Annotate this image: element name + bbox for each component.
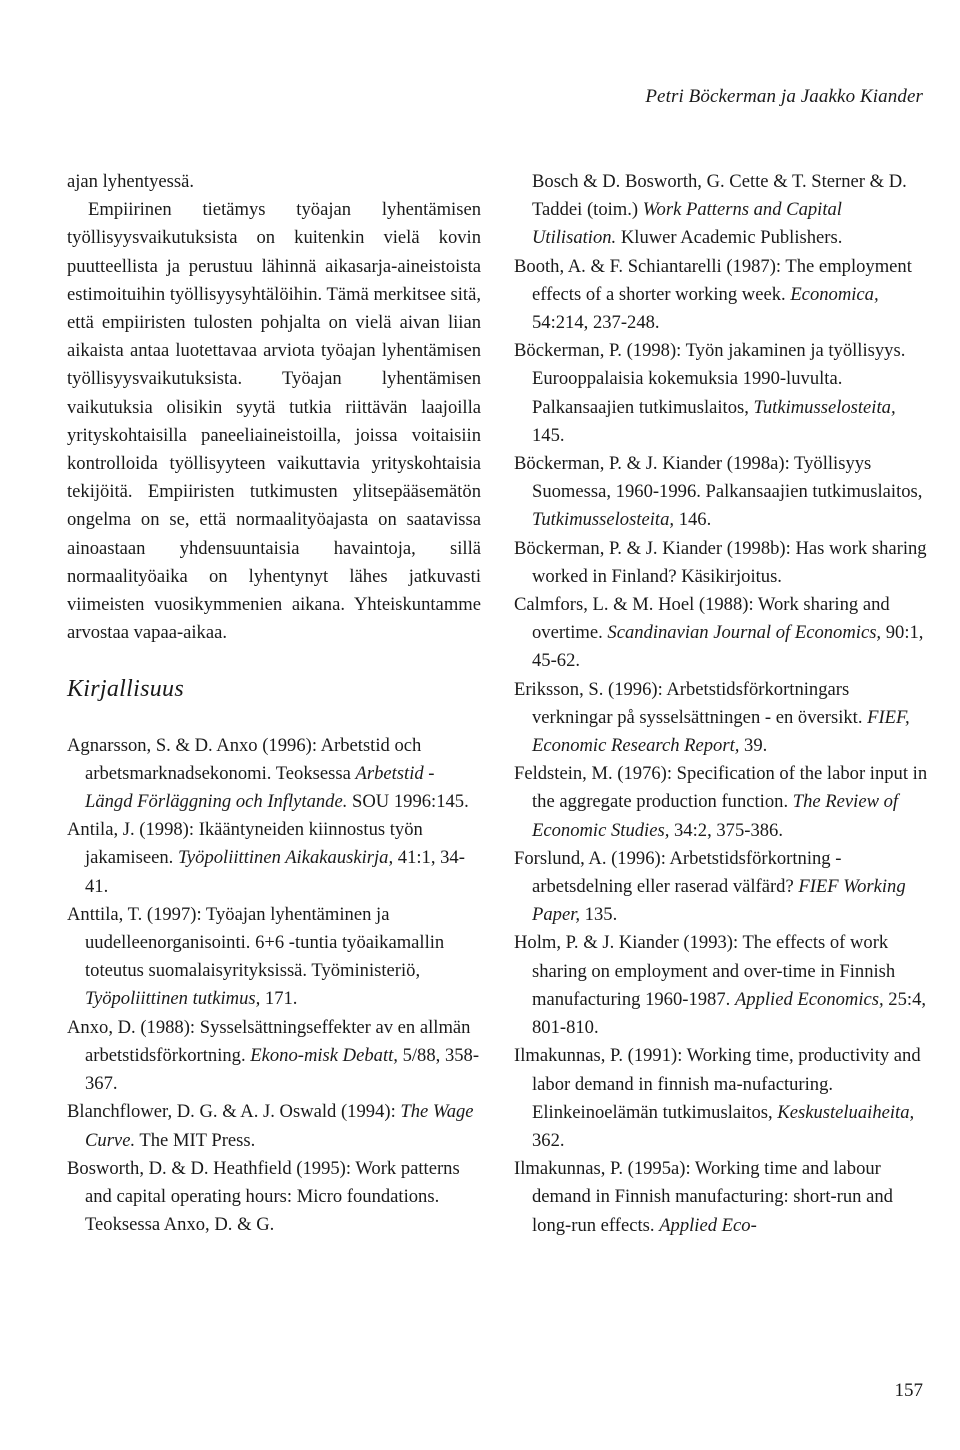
reference-text: Agnarsson, S. & D. Anxo (1996): Arbetstid och arbetsmarknadsekonomi. Teoksessa bbox=[67, 734, 422, 784]
reference-text: Feldstein, M. (1976): Specification of the labor input in the aggregate production function. bbox=[514, 763, 928, 813]
reference-entry bbox=[67, 732, 481, 817]
reference-text: Böckerman, P. (1998): Työn jakaminen ja työllisyys. Eurooppalaisia kokemuksia 1990-luvulta. Palkansaajien tutkimuslaitos, bbox=[514, 340, 906, 418]
reference-text: 145. bbox=[532, 424, 565, 446]
reference-text: Anxo, D. (1988): Sysselsättningseffekter av en allmän arbetstidsförkortning. bbox=[67, 1016, 471, 1066]
reference-text: 135. bbox=[580, 904, 618, 926]
reference-entry bbox=[514, 676, 930, 761]
reference-text: 146. bbox=[674, 509, 712, 531]
reference-list-left bbox=[67, 732, 481, 1240]
reference-text: Ilmakunnas, P. (1991): Working time, productivity and labor demand in finnish ma-nufacturing. Elinkeinoelämän tutkimuslaitos, bbox=[514, 1045, 921, 1123]
body-text bbox=[67, 168, 481, 647]
reference-text: Calmfors, L. & M. Hoel (1988): Work sharing and overtime. bbox=[514, 594, 890, 644]
running-header: Petri Böckerman ja Jaakko Kiander bbox=[645, 86, 923, 107]
reference-text: 5/88, 358-367. bbox=[85, 1044, 480, 1095]
reference-text: 41:1, 34-41. bbox=[85, 847, 465, 897]
reference-entry bbox=[67, 1014, 481, 1099]
reference-text: Antila, J. (1998): Ikääntyneiden kiinnostus työn jakamiseen. bbox=[67, 819, 423, 869]
reference-italic-text: Ekono-misk Debatt, bbox=[250, 1044, 398, 1066]
reference-text: 25:4, 801-810. bbox=[532, 988, 927, 1039]
reference-italic-text: Arbetstid - Längd Förläggning och Inflytande. bbox=[85, 762, 435, 813]
reference-text: Böckerman, P. & J. Kiander (1998a): Työllisyys Suomessa, 1960-1996. Palkansaajien tutkimuslaitos, bbox=[514, 453, 923, 503]
reference-entry bbox=[67, 816, 481, 901]
reference-text: 34:2, 375-386. bbox=[669, 819, 783, 841]
reference-entry bbox=[514, 450, 930, 535]
reference-text: Booth, A. & F. Schiantarelli (1987): The employment effects of a shorter working week. bbox=[514, 255, 912, 305]
reference-entry bbox=[514, 760, 930, 845]
reference-italic-text: Tutkimusselosteita, bbox=[753, 396, 896, 418]
reference-text: Forslund, A. (1996): Arbetstidsförkortning - arbetsdelning eller raserad välfärd? bbox=[514, 847, 842, 898]
references-heading: Kirjallisuus bbox=[67, 676, 184, 703]
reference-entry bbox=[514, 1042, 930, 1155]
reference-text: The MIT Press. bbox=[135, 1129, 256, 1151]
reference-italic-text: Tutkimusselosteita, bbox=[532, 509, 675, 531]
reference-entry bbox=[514, 845, 930, 930]
reference-text: Bosworth, D. & D. Heathfield (1995): Work patterns and capital operating hours: Micro foundations. Teoksessa Anxo, D. & G. bbox=[67, 1157, 460, 1236]
reference-text: Eriksson, S. (1996): Arbetstidsförkortningars verkningar på sysselsättningen - en översikt. bbox=[514, 678, 868, 728]
reference-italic-text: Applied Eco- bbox=[659, 1214, 757, 1236]
page-number: 157 bbox=[894, 1380, 923, 1401]
reference-text: Ilmakunnas, P. (1995a): Working time and labour demand in Finnish manufacturing: short-run and long-run effects. bbox=[514, 1158, 893, 1236]
reference-entry bbox=[514, 253, 930, 338]
reference-list-right bbox=[514, 168, 930, 1240]
reference-text: SOU 1996:145. bbox=[347, 791, 469, 813]
reference-italic-text: Työpoliittinen Aikakauskirja, bbox=[177, 847, 394, 869]
reference-text: Böckerman, P. & J. Kiander (1998b): Has work sharing worked in Finland? Käsikirjoitus. bbox=[514, 537, 927, 587]
reference-entry bbox=[514, 1155, 930, 1240]
reference-entry bbox=[514, 168, 930, 253]
left-column bbox=[67, 168, 481, 1239]
reference-text: 90:1, 45-62. bbox=[532, 622, 924, 672]
reference-italic-text: FIEF, Economic Research Report, bbox=[532, 706, 910, 757]
body-paragraph: Empiirinen tietämys työajan lyhentämisen työllisyysvaikutuksista on kuitenkin vielä kovin puutteellista ja perustuu lähinnä aikasarja-aineistoista estimoituihin työllisyysyhtälöihin. Tämä merkitsee sitä, että empiiristen tulosten pohjalta on vielä aivan liian aikaista antaa luotettavaa arviota työajan lyhentämisen työllisyysvaikutuksista. Työajan lyhentämisen vaikutuksia olisikin syytä tutkia riittävän laajoilla yrityskohtaisilla paneeliaineistoilla, joissa voitaisiin kontrolloida työllisyyteen vaikuttavia yrityskohtaisia tekijöitä. Empiiristen tutkimusten ylitsepääsemätön ongelma on se, että normaalityöajasta on saatavissa ainoastaan yhdensuuntaisia havaintoja, sillä normaalityöaika on lyhentynyt lähes jatkuvasti viimeisten vuosikymmenien aikana. Yhteiskuntamme arvostaa vapaa-aikaa. bbox=[67, 199, 481, 644]
reference-text: 54:214, 237-248. bbox=[532, 312, 660, 334]
reference-italic-text: Work Patterns and Capital Utilisation. bbox=[532, 199, 842, 249]
reference-text: Kluwer Academic Publishers. bbox=[616, 227, 843, 249]
reference-italic-text: The Wage Curve. bbox=[85, 1101, 474, 1151]
reference-italic-text: Scandinavian Journal of Economics, bbox=[607, 622, 882, 644]
reference-italic-text: FIEF Working Paper, bbox=[532, 876, 906, 926]
reference-text: 171. bbox=[260, 988, 298, 1010]
reference-entry bbox=[514, 591, 930, 676]
reference-text: Holm, P. & J. Kiander (1993): The effects of work sharing on employment and over-time in Finnish manufacturing 1960-1987. bbox=[514, 932, 896, 1010]
lead-line: ajan lyhentyessä. bbox=[67, 171, 195, 192]
right-column bbox=[514, 168, 930, 1240]
reference-entry bbox=[514, 535, 930, 591]
reference-entry bbox=[514, 929, 930, 1042]
reference-italic-text: Economica, bbox=[790, 283, 879, 305]
reference-italic-text: Keskusteluaiheita, bbox=[777, 1101, 915, 1123]
reference-text: Bosch & D. Bosworth, G. Cette & T. Sterner & D. Taddei (toim.) bbox=[532, 171, 907, 221]
reference-entry bbox=[67, 1098, 481, 1154]
reference-text: Anttila, T. (1997): Työajan lyhentäminen ja uudelleenorganisointi. 6+6 -tuntia työaikamallin toteutus suomalaisyrityksissä. Työministeriö, bbox=[67, 903, 445, 982]
reference-entry bbox=[514, 337, 930, 450]
reference-text: 39. bbox=[739, 735, 768, 757]
reference-entry bbox=[67, 1155, 481, 1240]
reference-entry bbox=[67, 901, 481, 1014]
reference-text: 362. bbox=[532, 1129, 565, 1151]
reference-italic-text: Applied Economics, bbox=[734, 988, 884, 1010]
reference-text: Blanchflower, D. G. & A. J. Oswald (1994): bbox=[67, 1101, 401, 1123]
reference-italic-text: The Review of Economic Studies, bbox=[532, 791, 899, 841]
reference-italic-text: Työpoliittinen tutkimus, bbox=[85, 988, 261, 1010]
